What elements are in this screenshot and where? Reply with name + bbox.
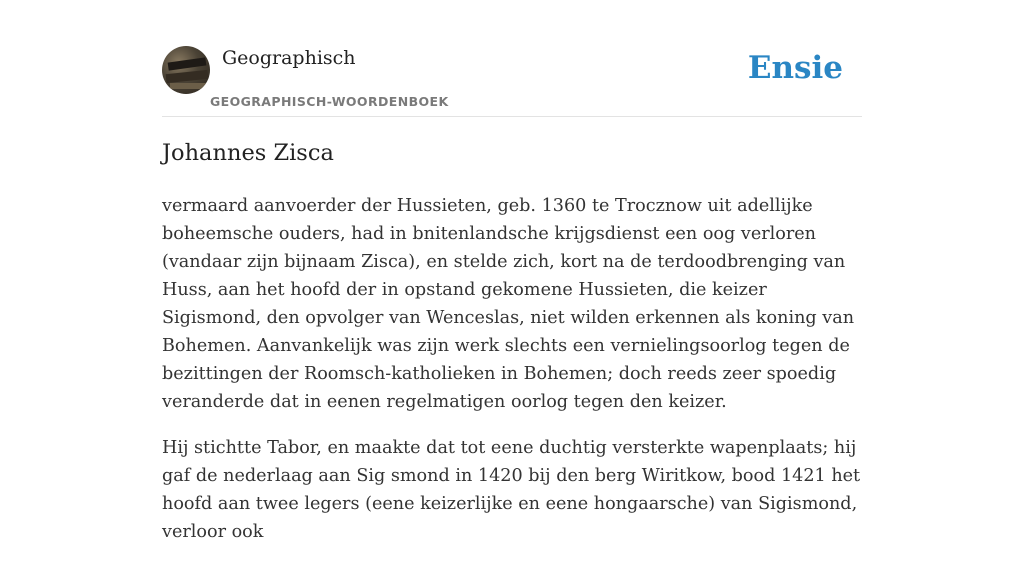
article-paragraph: vermaard aanvoerder der Hussieten, geb. 1360 te Trocznow uit adellijke boheemsche ouders, had in bnitenlandsche krijgsdienst een oog verloren (vandaar zijn bijnaam Zisca), en stelde zich, kort na de terdoodbrenging van Huss, aan het hoofd der in opstand gekomene Hussieten, die keizer Sigismond, den opvolger van Wenceslas, niet wilden erkennen als koning van Bohemen. Aanvankelijk was zijn werk slechts een vernielingsoorlog tegen de bezittingen der Roomsch-katholieken in Bohemen; doch reeds zeer spoedig veranderde dat in eenen regelmatigen oorlog tegen den keizer. (162, 196, 855, 412)
book-image (166, 70, 209, 83)
header (162, 46, 862, 117)
brand-logo[interactable]: Ensie (747, 50, 843, 86)
page-title: Johannes Zisca (162, 140, 334, 166)
avatar[interactable] (162, 46, 210, 94)
article-body (162, 192, 862, 564)
site-subtitle-link[interactable]: GEOGRAPHISCH-WOORDENBOEK (210, 94, 449, 109)
site-name-link[interactable]: Geographisch (222, 47, 356, 69)
article-paragraph: Hij stichtte Tabor, en maakte dat tot eene duchtig versterkte wapenplaats; hij gaf de nederlaag aan Sig smond in 1420 bij den berg Wiritkow, bood 1421 het hoofd aan twee legers (eene keizerlijke en eene hongaarsche) van Sigismond, verloor ook (162, 438, 861, 542)
book-image (168, 57, 207, 70)
book-image (170, 83, 206, 89)
